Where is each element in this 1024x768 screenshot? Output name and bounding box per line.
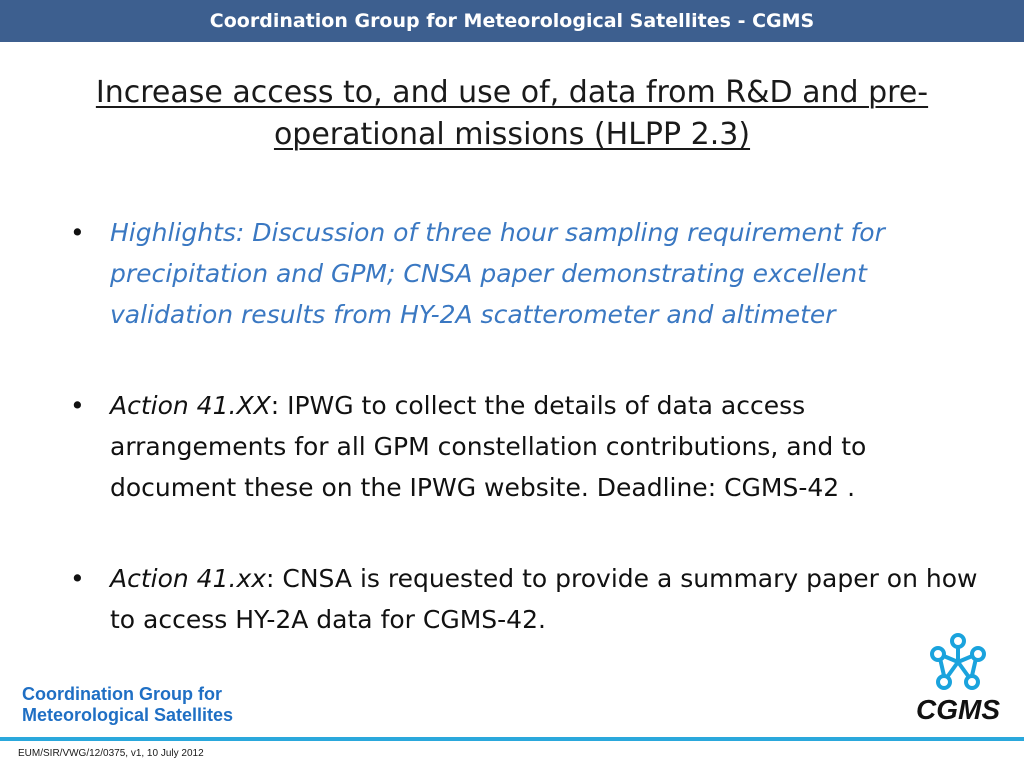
highlights-text: Highlights: Discussion of three hour sampling requirement for precipitation and GPM; CNSA paper demonstrating excellent validation results from HY-2A scatterometer and altimeter [110,218,885,329]
footer-organization [22,684,233,726]
cgms-network-icon [905,632,1011,694]
action-text: : CNSA is requested to provide a summary paper on how to access HY-2A data for CGMS-42. [110,564,978,634]
logo-wordmark: CGMS [916,694,1000,725]
action-label: Action 41.XX [110,391,271,420]
footer-org-line2: Meteorological Satellites [22,705,234,725]
action-label: Action 41.xx [110,564,267,593]
header-bar [0,0,1024,42]
bullet-list [70,212,980,640]
document-reference: EUM/SIR/VWG/12/0375, v1, 10 July 2012 [18,748,204,759]
action-text: : IPWG to collect the details of data access arrangements for all GPM constellation contributions, and to document these on the IPWG website. Deadline: CGMS-42 . [110,391,867,502]
bullet-marker: • [70,218,85,247]
slide-title: Increase access to, and use of, data from R&D and pre-operational missions (HLPP 2.3) [95,75,929,152]
footer-divider [0,737,1024,741]
bullet-highlights [70,212,980,335]
bullet-marker: • [70,391,85,420]
bullet-action-ipwg [70,385,980,508]
bullet-marker: • [70,564,85,593]
cgms-logo [905,632,1011,724]
bullet-action-cnsa [70,558,980,640]
header-title: Coordination Group for Meteorological Satellites - CGMS [209,10,815,32]
footer-org-line1: Coordination Group for [22,684,222,704]
